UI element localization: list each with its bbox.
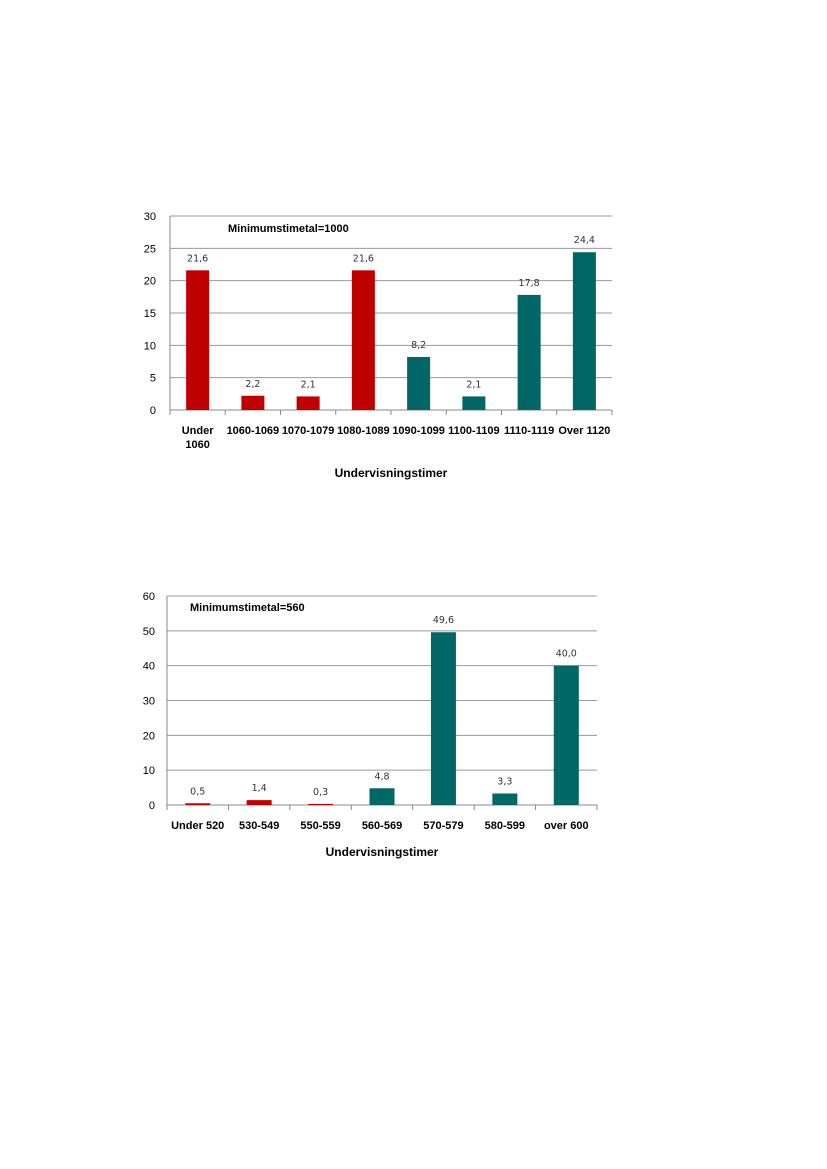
y-tick-label: 50 <box>142 625 155 638</box>
y-tick-label: 0 <box>149 405 156 417</box>
data-label: 17,8 <box>518 277 540 289</box>
data-label: 8,2 <box>411 339 427 351</box>
bar-1090-1099 <box>407 357 430 410</box>
data-label: 2,2 <box>245 378 261 390</box>
bar-1110-1119 <box>518 295 541 410</box>
data-label: 1,4 <box>251 783 267 795</box>
x-axis-title: Undervisningstimer <box>325 845 439 859</box>
bar-under-1060 <box>186 270 209 410</box>
y-tick-label: 15 <box>143 308 156 320</box>
x-tick-label: 530-549 <box>238 820 280 832</box>
y-tick-label: 30 <box>142 695 155 708</box>
data-label: 24,4 <box>573 235 595 247</box>
y-tick-label: 60 <box>142 591 155 603</box>
bar-1080-1089 <box>352 270 375 410</box>
chart-1000-hours <box>144 211 612 480</box>
x-tick-label: 1060 <box>185 439 210 451</box>
bar-570-579 <box>431 632 456 805</box>
bar-550-559 <box>308 804 333 805</box>
data-label: 21,6 <box>187 253 209 265</box>
y-tick-label: 0 <box>148 800 155 812</box>
y-tick-label: 10 <box>143 340 156 353</box>
x-tick-label: 1080-1089 <box>337 425 390 437</box>
x-tick-label: Under 520 <box>171 820 225 832</box>
y-tick-label: 20 <box>142 730 155 743</box>
x-tick-label: 1100-1109 <box>448 425 500 437</box>
chart-560-hours <box>143 591 597 859</box>
data-label: 49,6 <box>432 615 455 627</box>
x-tick-label: 560-569 <box>361 820 403 832</box>
bar-580-599 <box>492 794 517 805</box>
x-tick-label: 1110-1119 <box>504 425 555 437</box>
bar-under-520 <box>185 803 210 805</box>
bar-530-549 <box>247 800 272 805</box>
x-axis-title: Undervisningstimer <box>334 466 448 480</box>
x-tick-label: 570-579 <box>423 820 464 832</box>
y-tick-label: 5 <box>149 372 156 385</box>
bar-1060-1069 <box>241 396 264 410</box>
x-tick-label: 1070-1079 <box>281 425 335 437</box>
bar-over-600 <box>554 666 579 805</box>
data-label: 2,1 <box>300 379 316 391</box>
minimum-annotation: Minimumstimetal=1000 <box>228 223 349 235</box>
data-label: 40,0 <box>555 648 577 660</box>
x-tick-label: 580-599 <box>484 820 526 832</box>
data-label: 21,6 <box>352 253 374 265</box>
y-tick-label: 40 <box>142 660 155 673</box>
x-tick-label: 550-559 <box>300 820 341 832</box>
bar-560-569 <box>370 788 395 805</box>
y-tick-label: 20 <box>143 275 156 288</box>
x-tick-label: 1060-1069 <box>226 425 280 437</box>
y-tick-label: 25 <box>143 243 156 256</box>
y-tick-label: 10 <box>142 765 155 778</box>
data-label: 0,5 <box>190 786 206 798</box>
x-tick-label: over 600 <box>543 820 589 832</box>
bar-1070-1079 <box>297 396 320 410</box>
y-tick-label: 30 <box>143 211 156 223</box>
minimum-annotation: Minimumstimetal=560 <box>190 602 305 614</box>
data-label: 3,3 <box>497 776 513 788</box>
x-tick-label: Under <box>181 425 214 437</box>
x-tick-label: 1090-1099 <box>392 425 445 437</box>
data-label: 2,1 <box>466 379 482 391</box>
x-tick-label: Over 1120 <box>558 425 611 437</box>
data-label: 4,8 <box>374 771 390 783</box>
bar-1100-1109 <box>462 396 485 410</box>
data-label: 0,3 <box>313 786 329 798</box>
bar-over-1120 <box>573 252 596 410</box>
